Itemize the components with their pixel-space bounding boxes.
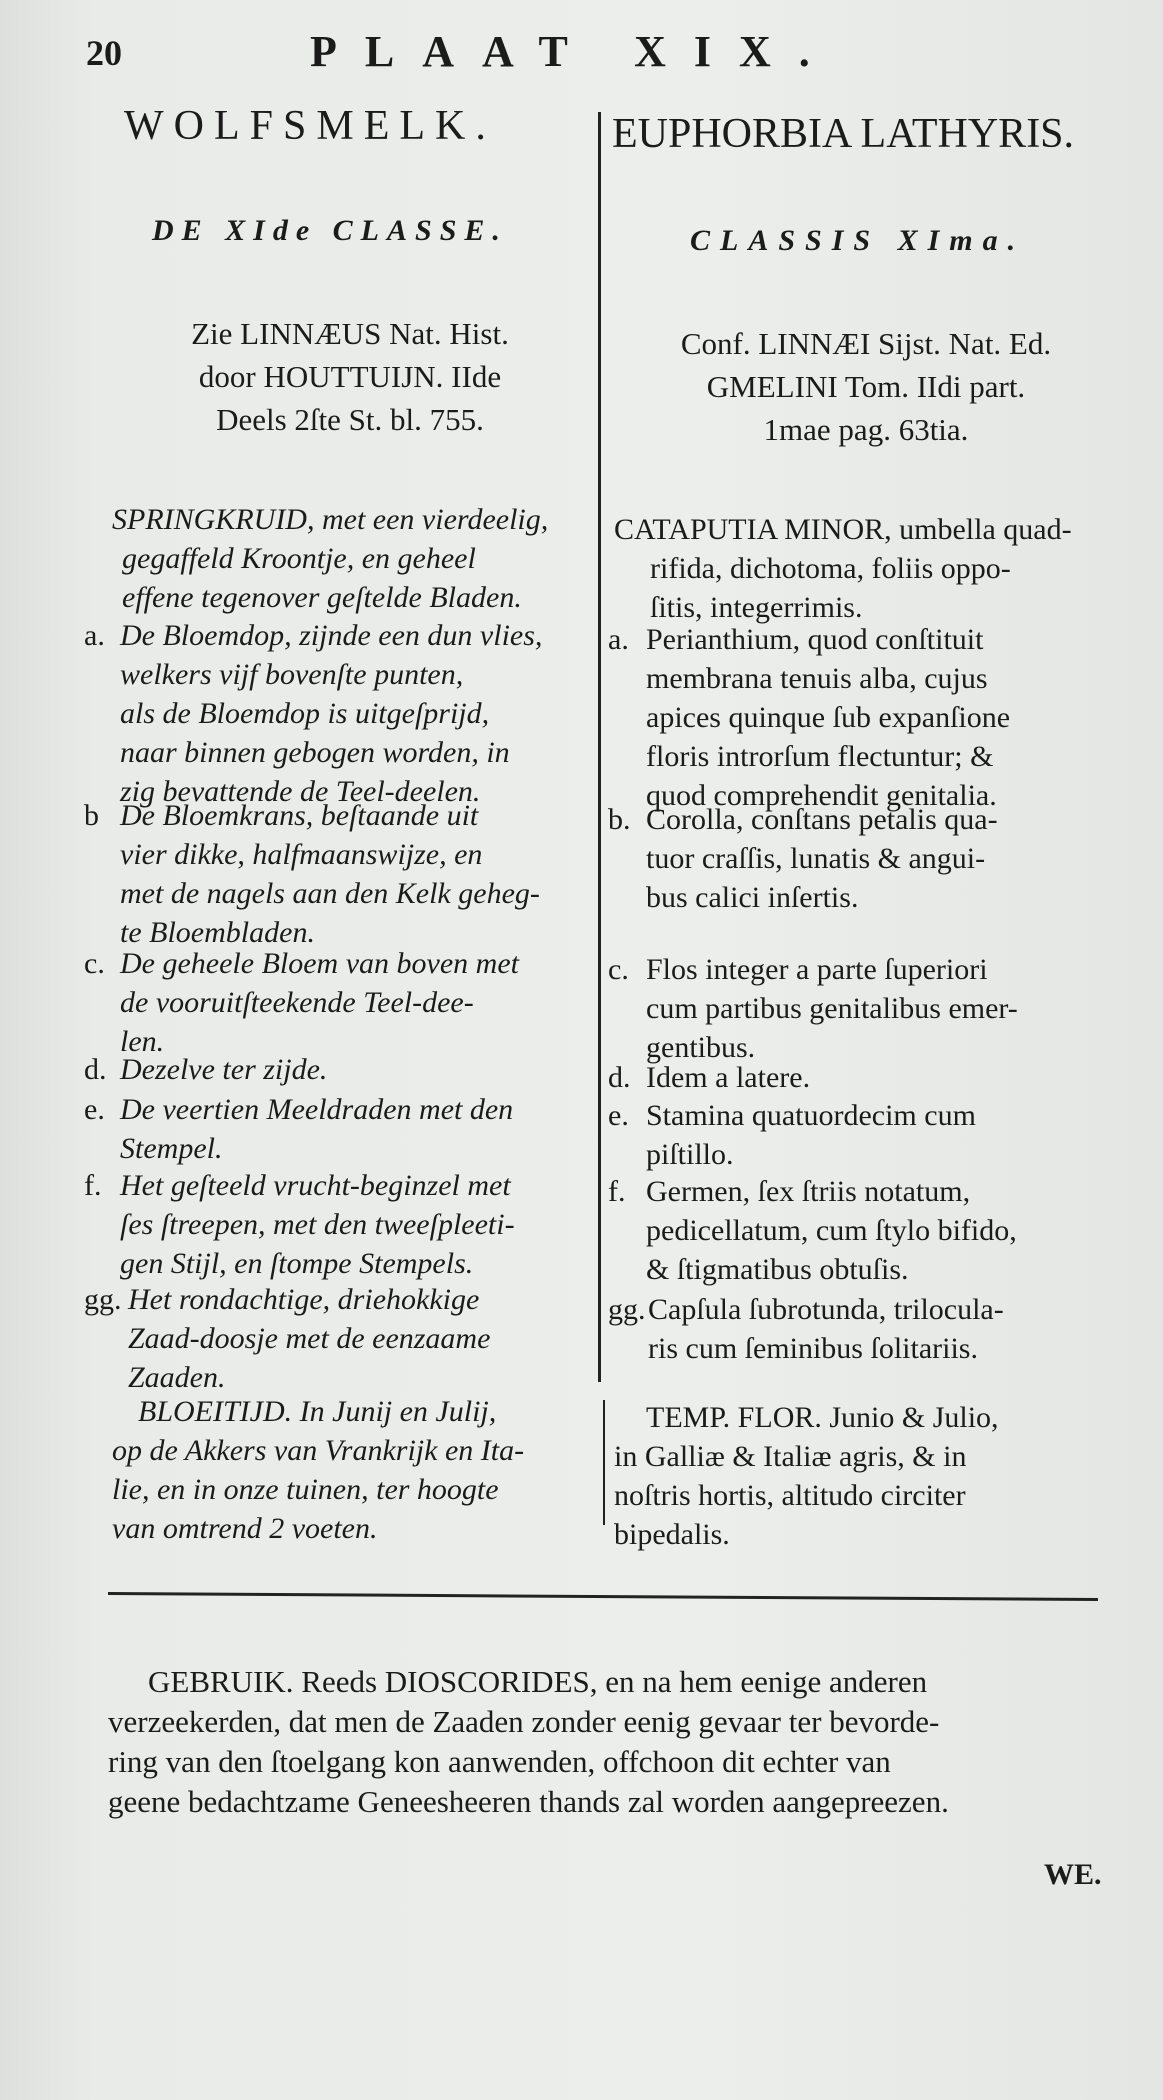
dutch-item-c: [84, 944, 594, 1061]
text-line: welkers vijf bovenſte punten,: [120, 658, 464, 691]
item-label: a.: [84, 619, 105, 652]
item-label: b: [84, 799, 99, 832]
plate-title: PLAAT XIX.: [310, 27, 838, 76]
text-line: floris introrſum flectuntur; &: [646, 740, 994, 773]
ref-line: GMELINI Tom. IIdi part.: [706, 369, 1026, 404]
dutch-item-f: [84, 1166, 594, 1283]
text-line: geene bedachtzame Geneesheeren thands zal worden aangepreezen.: [108, 1784, 949, 1819]
text-line: zig bevattende de Teel-deelen.: [120, 775, 481, 808]
item-label: d.: [608, 1061, 631, 1094]
text-line: vier dikke, halfmaanswijze, en: [120, 838, 483, 871]
item-label: d.: [84, 1053, 107, 1086]
text-line: GEBRUIK. Reeds DIOSCORIDES, en na hem eenige anderen: [148, 1664, 928, 1699]
item-label: e.: [608, 1099, 629, 1132]
text-line: Capſula ſubrotunda, trilocula-: [648, 1293, 1004, 1326]
text-line: Zaad-doosje met de eenzaame: [128, 1322, 491, 1355]
item-label: gg.: [84, 1283, 122, 1316]
text-line: CATAPUTIA MINOR, umbella quad-: [614, 513, 1072, 546]
text-line: verzeekerden, dat men de Zaaden zonder eenig gevaar ter bevorde-: [108, 1704, 940, 1739]
column-divider: [598, 112, 601, 1382]
text-line: lie, en in onze tuinen, ter hoogte: [112, 1473, 499, 1506]
text-line: naar binnen gebogen worden, in: [120, 736, 510, 769]
text-line: apices quinque ſub expanſione: [646, 701, 1011, 734]
text-line: Stempel.: [120, 1132, 223, 1165]
text-line: Perianthium, quod conſtituit: [646, 623, 984, 656]
text-line: len.: [120, 1025, 165, 1058]
text-line: in Galliæ & Italiæ agris, & in: [614, 1440, 967, 1473]
dutch-item-a: [84, 616, 594, 811]
text-line: bus calici inſertis.: [646, 881, 859, 914]
text-line: Idem a latere.: [646, 1061, 811, 1094]
item-label: a.: [608, 623, 629, 656]
text-line: gentibus.: [646, 1031, 756, 1064]
text-line: SPRINGKRUID, met een vierdeelig,: [112, 503, 549, 536]
text-line: de vooruitſteekende Teel-dee-: [120, 986, 474, 1019]
text-line: rifida, dichotoma, foliis oppo-: [650, 552, 1011, 585]
text-line: quod comprehendit genitalia.: [646, 779, 997, 812]
text-line: De veertien Meeldraden met den: [120, 1093, 514, 1126]
text-line: BLOEITIJD. In Junij en Julij,: [138, 1395, 497, 1428]
latin-item-d: [608, 1058, 1128, 1097]
dutch-classe: DE XIde CLASSE.: [152, 214, 508, 247]
ref-line: 1mae pag. 63tia.: [763, 412, 969, 447]
gebruik-paragraph: [108, 1662, 1128, 1822]
item-label: f.: [84, 1169, 102, 1202]
latin-item-gg: [608, 1290, 1128, 1368]
latin-item-a: [608, 620, 1128, 815]
dutch-bloeitijd: [112, 1392, 597, 1548]
item-label: gg.: [608, 1293, 646, 1326]
text-line: te Bloembladen.: [120, 916, 315, 949]
text-line: membrana tenuis alba, cujus: [646, 662, 988, 695]
latin-item-c: [608, 950, 1128, 1067]
ref-line: door HOUTTUIJN. IIde: [198, 359, 502, 394]
text-line: Corolla, conſtans petalis qua-: [646, 803, 998, 836]
latin-intro: [614, 510, 1126, 627]
dutch-title: WOLFSMELK.: [124, 103, 496, 149]
column-divider-lower: [603, 1400, 605, 1525]
dutch-item-d: [84, 1050, 594, 1089]
text-line: pedicellatum, cum ſtylo bifido,: [646, 1214, 1017, 1247]
dutch-item-b: [84, 796, 594, 952]
text-line: ris cum ſeminibus ſolitariis.: [648, 1332, 978, 1365]
item-label: f.: [608, 1175, 626, 1208]
text-line: als de Bloemdop is uitgeſprijd,: [120, 697, 490, 730]
text-line: ring van den ſtoelgang kon aanwenden, offchoon dit echter van: [108, 1744, 891, 1779]
text-line: & ſtigmatibus obtuſis.: [646, 1253, 909, 1286]
ref-line: Conf. LINNÆI Sijst. Nat. Ed.: [680, 326, 1052, 361]
text-line: noſtris hortis, altitudo circiter: [614, 1479, 966, 1512]
item-label: c.: [608, 953, 629, 986]
dutch-intro: [112, 500, 597, 617]
latin-item-e: [608, 1096, 1128, 1174]
text-line: van omtrend 2 voeten.: [112, 1512, 378, 1545]
horizontal-rule: [108, 1592, 1098, 1601]
latin-classe: CLASSIS XIma.: [690, 224, 1026, 257]
text-line: bipedalis.: [614, 1518, 730, 1551]
text-line: TEMP. FLOR. Junio & Julio,: [646, 1401, 999, 1434]
text-line: Flos integer a parte ſuperiori: [646, 953, 988, 986]
text-line: Het rondachtige, driehokkige: [128, 1283, 480, 1316]
dutch-item-e: [84, 1090, 594, 1168]
ref-line: Deels 2ſte St. bl. 755.: [216, 402, 484, 437]
text-line: ſitis, integerrimis.: [650, 591, 863, 624]
text-line: gen Stijl, en ſtompe Stempels.: [120, 1247, 474, 1280]
text-line: Zaaden.: [128, 1361, 226, 1394]
page-number: 20: [86, 33, 122, 73]
latin-reference: [606, 322, 1126, 451]
text-line: gegaffeld Kroontje, en geheel: [122, 542, 476, 575]
text-line: Het geſteeld vrucht-beginzel met: [120, 1169, 511, 1202]
text-line: De geheele Bloem van boven met: [120, 947, 519, 980]
text-line: effene tegenover geſtelde Bladen.: [122, 581, 522, 614]
text-line: piſtillo.: [646, 1138, 734, 1171]
text-line: De Bloemkrans, beſtaande uit: [120, 799, 479, 832]
text-line: Dezelve ter zijde.: [120, 1053, 328, 1086]
text-line: Germen, ſex ſtriis notatum,: [646, 1175, 971, 1208]
latin-item-b: [608, 800, 1128, 917]
item-label: e.: [84, 1093, 105, 1126]
dutch-reference: [110, 312, 590, 441]
catchword: WE.: [1044, 1858, 1102, 1891]
text-line: met de nagels aan den Kelk geheg-: [120, 877, 540, 910]
latin-item-f: [608, 1172, 1128, 1289]
text-line: op de Akkers van Vrankrijk en Ita-: [112, 1434, 525, 1467]
latin-title: EUPHORBIA LATHYRIS.: [612, 111, 1075, 157]
item-label: b.: [608, 803, 631, 836]
text-line: ſes ſtreepen, met den tweeſpleeti-: [120, 1208, 515, 1241]
text-line: cum partibus genitalibus emer-: [646, 992, 1018, 1025]
text-line: De Bloemdop, zijnde een dun vlies,: [120, 619, 543, 652]
item-label: c.: [84, 947, 105, 980]
text-line: Stamina quatuordecim cum: [646, 1099, 976, 1132]
dutch-item-gg: [84, 1280, 594, 1397]
text-line: tuor craſſis, lunatis & angui-: [646, 842, 986, 875]
latin-temp-flor: [614, 1398, 1126, 1554]
ref-line: Zie LINNÆUS Nat. Hist.: [191, 316, 509, 351]
